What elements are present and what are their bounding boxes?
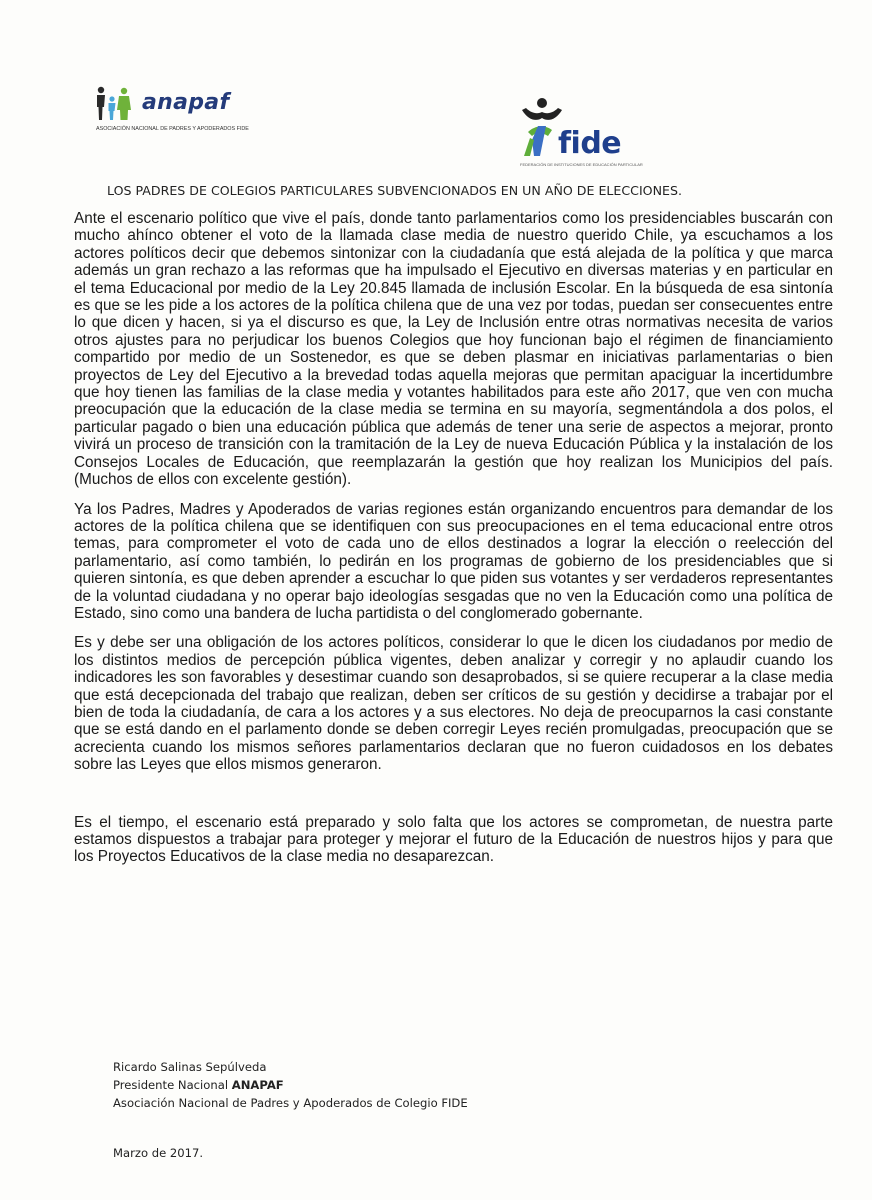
signer-role-org: ANAPAF bbox=[231, 1078, 284, 1092]
paragraph-4: Es el tiempo, el escenario está preparado y solo falta que los actores se comprometan, de nuestra parte estamos dispuestos a trabajar para proteger y mejorar el futuro de la Educación de nuestros hijos y para que los Proyectos Educativos de la clase media no desaparezcan. bbox=[74, 813, 833, 866]
document-body bbox=[74, 210, 833, 866]
fide-logo bbox=[518, 96, 643, 170]
family-figures-icon bbox=[94, 86, 140, 122]
paragraph-3: Es y debe ser una obligación de los actores políticos, considerar lo que le dicen los ciudadanos por medio de los distintos medios de percepción pública vigentes, deben analizar y corregir y no aplaudir cuando los indicadores les son favorables y desestimar cuando son desaprobados, si se quiere recuperar a la clase media que está decepcionada del trabajo que realizan, deben ser críticos de su gestión y decidirse a trabajar por el bien de toda la ciudadanía, de cara a los actores y a sus electores. No deja de preocuparnos la casi constante que se está dando en el parlamento donde se deben corregir Leyes recién promulgadas, preocupación que se acrecienta cuando los mismos señores parlamentarios declaran que no fueron cuidadosos en los debates sobre las Leyes que ellos mismos generaron. bbox=[74, 634, 833, 774]
signer-name: Ricardo Salinas Sepúlveda bbox=[113, 1060, 267, 1074]
signer-role-prefix: Presidente Nacional bbox=[113, 1078, 232, 1092]
signer-role bbox=[113, 1076, 468, 1094]
fide-subtitle: FEDERACIÓN DE INSTITUCIONES DE EDUCACIÓN PARTICULAR bbox=[520, 162, 643, 167]
document-title: LOS PADRES DE COLEGIOS PARTICULARES SUBVENCIONADOS EN UN AÑO DE ELECCIONES. bbox=[107, 183, 682, 198]
anapaf-subtitle: ASOCIACIÓN NACIONAL DE PADRES Y APODERADOS FIDE bbox=[96, 126, 249, 132]
anapaf-logo bbox=[94, 86, 264, 136]
paragraph-2: Ya los Padres, Madres y Apoderados de varias regiones están organizando encuentros para demandar de los actores de la política chilena que se identifiquen con sus preocupaciones en el tema educacional entre otros temas, para comprometer el voto de cada uno de ellos destinados a lograr la elección o reelección del parlamentario, así como también, lo pedirán en los programas de gobierno de los presidenciables que si quieren sintonía, es que deben aprender a escuchar lo que piden sus votantes y ser verdaderos representantes de la voluntad ciudadana y no operar bajo ideologías sesgadas que no ven la Educación como una política de Estado, sino como una bandera de lucha partidista o del conglomerado gobernante. bbox=[74, 500, 833, 622]
anapaf-wordmark: anapaf bbox=[142, 90, 230, 115]
document-date: Marzo de 2017. bbox=[113, 1146, 204, 1160]
paragraph-1: Ante el escenario político que vive el país, donde tanto parlamentarios como los presidenciables buscarán con mucho ahínco obtener el voto de la llamada clase media de nuestro querido Chile, ya escuchamos a los actores políticos decir que debemos sintonizar con la ciudadanía que está alejada de la política y que marca además un gran rechazo a las reformas que ha impulsado el Ejecutivo en diversas materias y en particular en el tema Educacional por medio de la Ley 20.845 llamada de inclusión Escolar. En la búsqueda de esa sintonía es que se les pide a los actores de la política chilena que de una vez por todas, puedan ser consecuentes entre lo que dicen y hacen, si ya el discurso es que, la Ley de Inclusión entre otras normativas necesita de varios otros ajustes para no perjudicar los buenos Colegios que hoy funcionan bajo el régimen de financiamiento compartido por medio de un Sostenedor, es que se deben plasmar en iniciativas parlamentarias o bien proyectos de Ley del Ejecutivo a la brevedad todas aquella mejoras que permitan apaciguar la incertidumbre que hoy tienen las familias de la clase media y votantes habilitados para este año 2017, que ven con mucha preocupación que la educación de la clase media se termina en su mayoría, segmentándola a dos polos, el particular pagado o bien una educación pública que además de tener una serie de aspectos a mejorar, pronto vivirá un proceso de transición con la tramitación de la Ley de nueva Educación Pública y la instalación de los Consejos Locales de Educación, que reemplazarán la gestión que hoy realizan los Municipios del país. (Muchos de ellos con excelente gestión). bbox=[74, 210, 833, 489]
signature-block bbox=[113, 1058, 468, 1112]
signer-association: Asociación Nacional de Padres y Apoderados de Colegio FIDE bbox=[113, 1096, 468, 1110]
fide-wordmark: fide bbox=[558, 126, 622, 161]
